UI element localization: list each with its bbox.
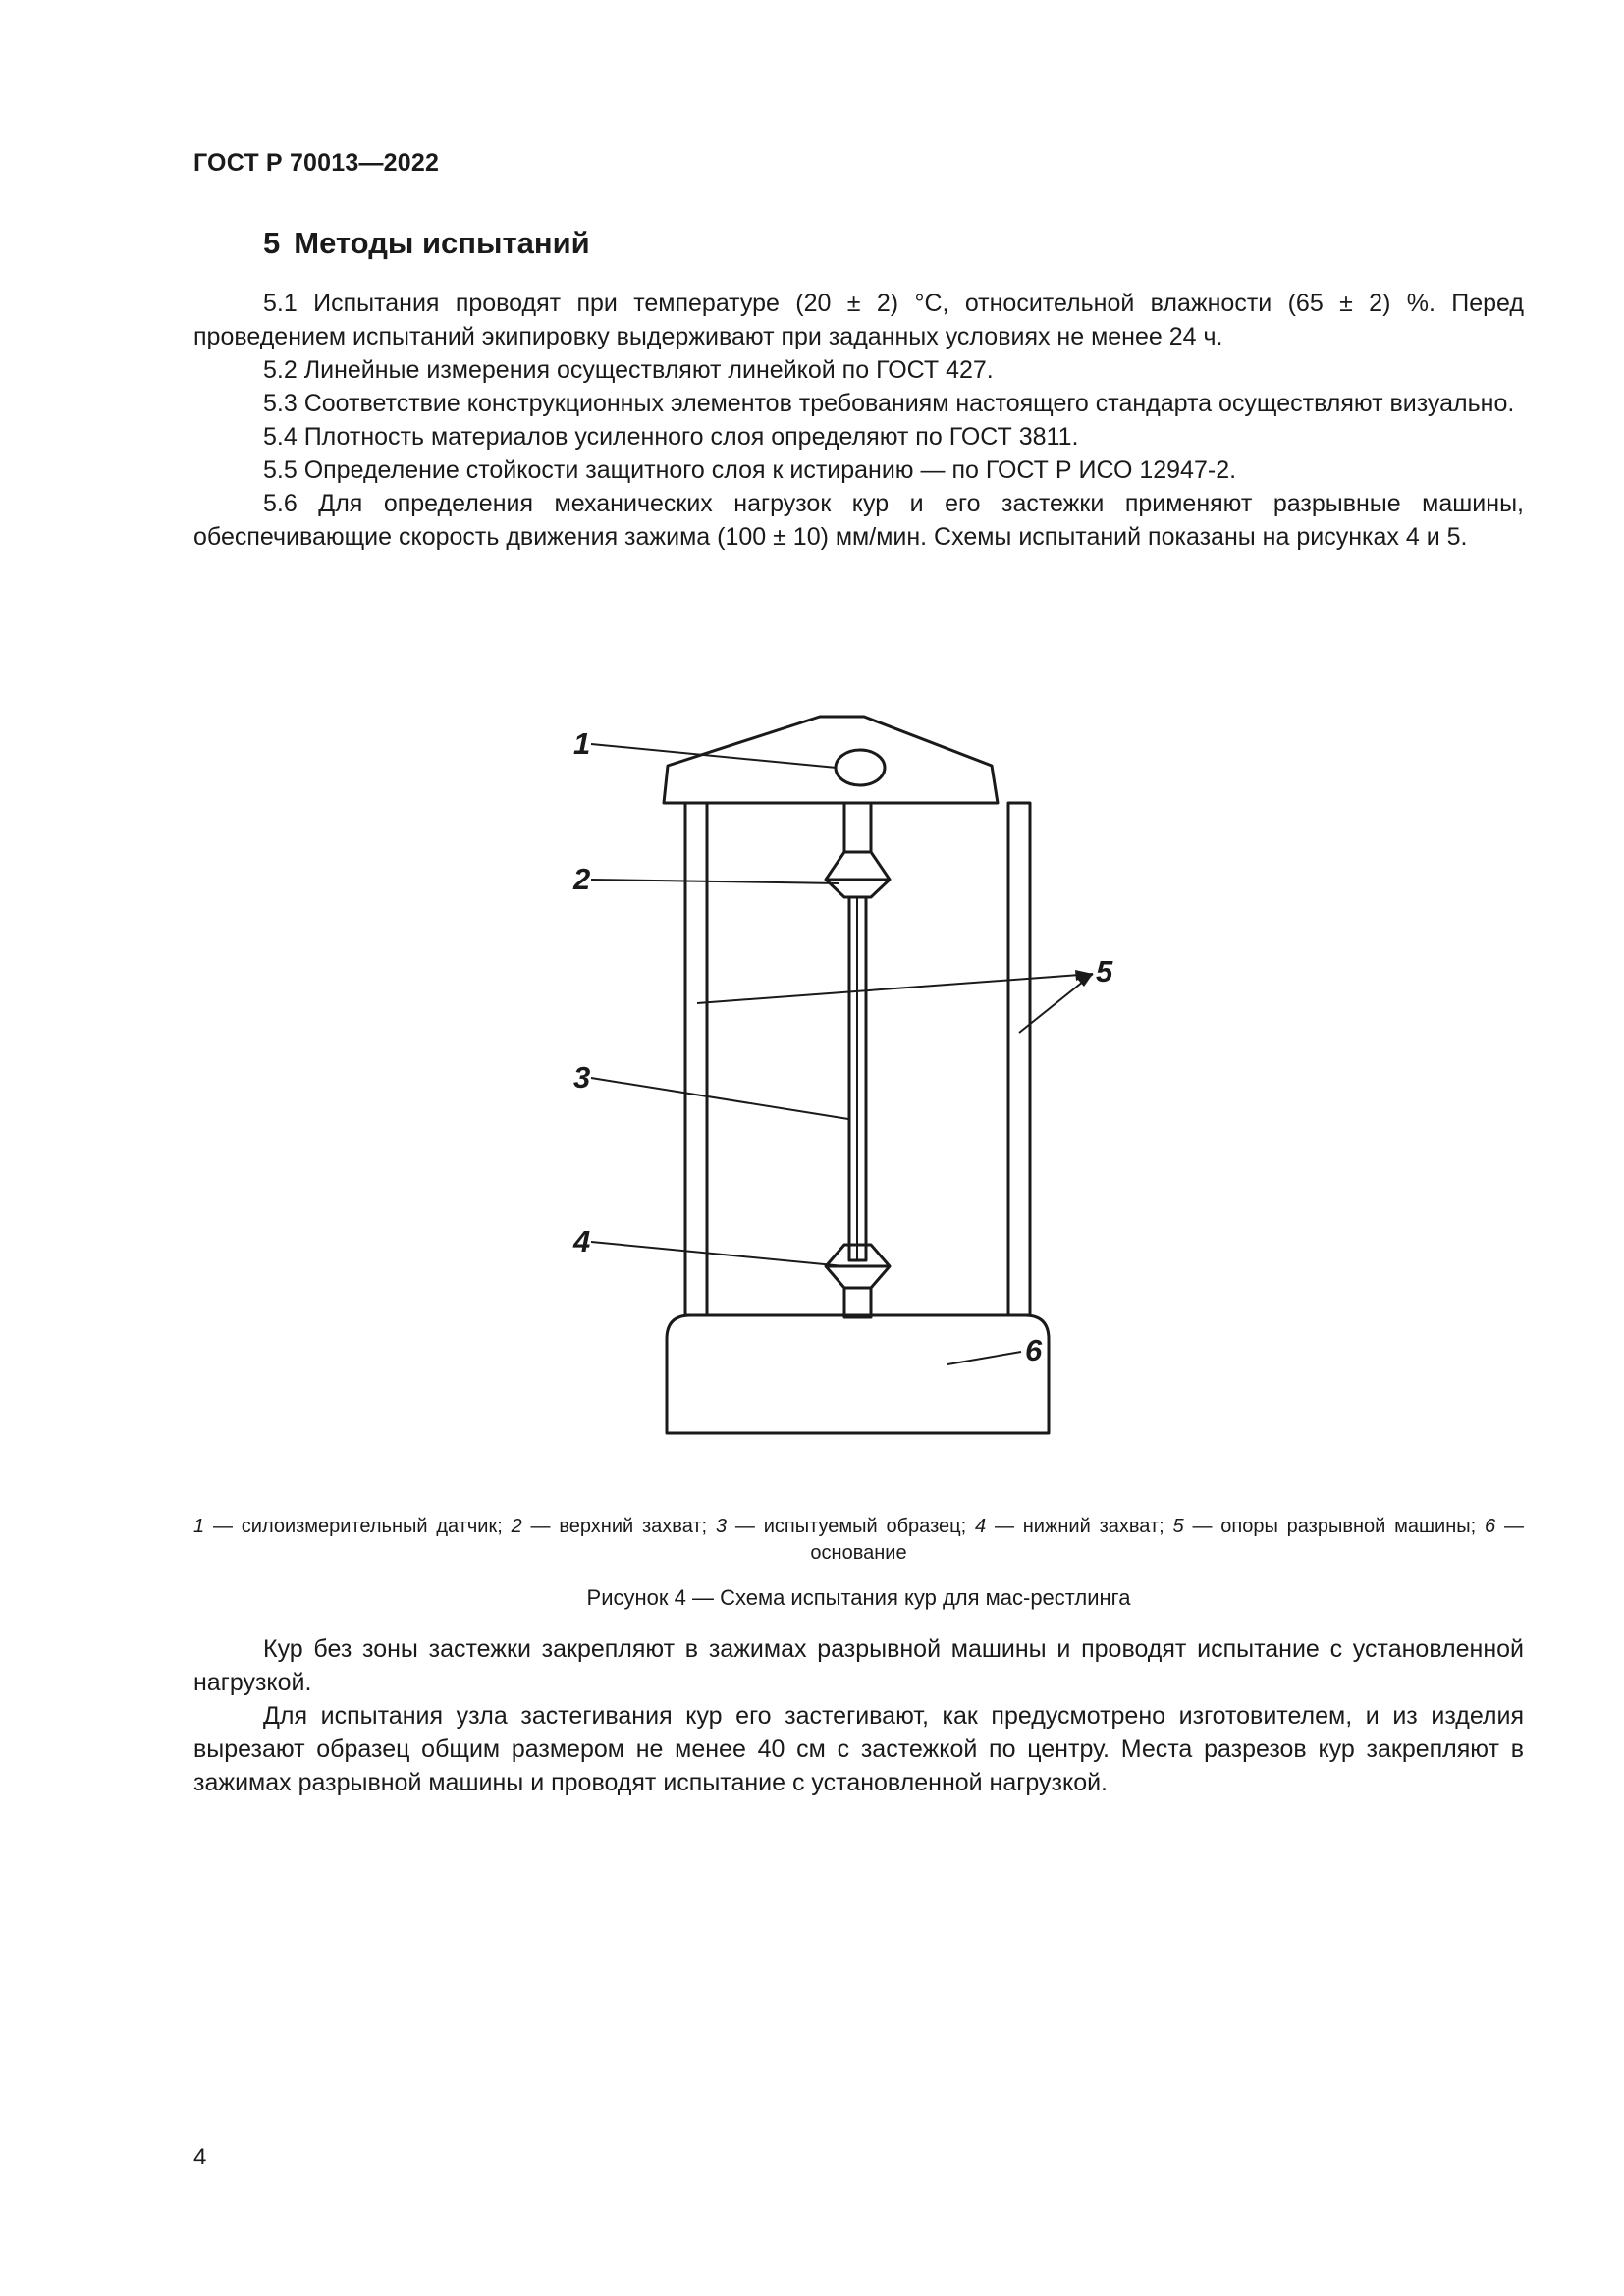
paragraph-5-4: 5.4 Плотность материалов усиленного слоя определяют по ГОСТ 3811.: [263, 423, 1079, 451]
paragraph-5-3: 5.3 Соответствие конструкционных элементов требованиям настоящего стандарта осуществляют визуально.: [263, 390, 1515, 417]
leader-line-2: [591, 880, 839, 883]
paragraph-5-2: 5.2 Линейные измерения осуществляют линейкой по ГОСТ 427.: [263, 356, 994, 384]
section-title-text: Методы испытаний: [294, 226, 590, 260]
legend-num-5: 5: [1172, 1516, 1184, 1537]
page-number: 4: [193, 2144, 207, 2170]
procedure-paragraphs: [193, 1632, 1524, 1799]
paragraph-5-5: 5.5 Определение стойкости защитного слоя к истиранию — по ГОСТ Р ИСО 12947-2.: [263, 456, 1237, 484]
callout-6: 6: [1025, 1333, 1043, 1367]
legend-text-2: верхний захват;: [559, 1516, 708, 1537]
legend-text-5: опоры разрывной машины;: [1220, 1516, 1477, 1537]
leader-line-5a: [697, 974, 1093, 1003]
legend-text-4: нижний захват;: [1022, 1516, 1164, 1537]
paragraph-5-1: 5.1 Испытания проводят при температуре (20 ± 2) °С, относительной влажности (65 ± 2) %. Перед проведением испытаний экипировку выдерживают при заданных условиях не менее 24 ч.: [193, 290, 1524, 350]
figure-legend: 1 — силоизмерительный датчик; 2 — верхний захват; 3 — испытуемый образец; 4 — нижний захват; 5 — опоры разрывной машины; 6 — основание: [193, 1516, 1524, 1564]
legend-num-2: 2: [511, 1516, 522, 1537]
leader-line-6: [947, 1352, 1021, 1364]
upper-grip-shape: [826, 852, 890, 897]
load-cell-shape: [836, 750, 885, 785]
section-heading: [263, 226, 590, 261]
legend-num-3: 3: [715, 1516, 728, 1537]
methods-paragraphs: [193, 287, 1524, 554]
legend-text-1: силоизмерительный датчик;: [241, 1516, 503, 1537]
legend-text-6: основание: [810, 1542, 907, 1564]
machine-base-shape: [667, 1315, 1049, 1433]
paragraph-clasp-test: Для испытания узла застегивания кур его застегивают, как предусмотрено изготовителем, и из изделия вырезают образец общим размером не менее 40 см с застежкой по центру. Места разрезов кур закрепляют в зажимах разрывной машины и проводят испытание с установленной нагрузкой.: [193, 1702, 1524, 1796]
legend-num-1: 1: [193, 1516, 205, 1537]
legend-num-4: 4: [975, 1516, 987, 1537]
leader-line-4: [591, 1242, 844, 1266]
callout-1: 1: [573, 726, 591, 761]
callout-4: 4: [573, 1224, 591, 1258]
paragraph-5-6: 5.6 Для определения механических нагрузок кур и его застежки применяют разрывные машины, обеспечивающие скорость движения зажима (100 ± 10) мм/мин. Схемы испытаний показаны на рисунках 4 и 5.: [193, 490, 1524, 551]
leader-line-3: [591, 1078, 848, 1119]
left-column-shape: [685, 803, 707, 1315]
section-number: 5: [263, 226, 281, 260]
leader-line-1: [591, 744, 837, 768]
paragraph-no-clasp: Кур без зоны застежки закрепляют в зажимах разрывной машины и проводят испытание с установленной нагрузкой.: [193, 1635, 1524, 1696]
document-code-header: ГОСТ Р 70013—2022: [193, 149, 440, 177]
tensile-machine-diagram: [550, 687, 1113, 1453]
upper-rod-shape: [844, 803, 871, 852]
callout-3: 3: [573, 1060, 591, 1095]
test-scheme-figure: [550, 687, 1113, 1453]
lower-rod-shape: [844, 1288, 871, 1317]
machine-top-crosshead: [664, 717, 998, 803]
callout-2: 2: [573, 862, 591, 896]
legend-num-6: 6: [1485, 1516, 1496, 1537]
callout-5: 5: [1096, 954, 1113, 988]
legend-text-3: испытуемый образец;: [763, 1516, 967, 1537]
figure-caption: Рисунок 4 — Схема испытания кур для мас-рестлинга: [586, 1585, 1131, 1610]
right-column-shape: [1008, 803, 1030, 1315]
